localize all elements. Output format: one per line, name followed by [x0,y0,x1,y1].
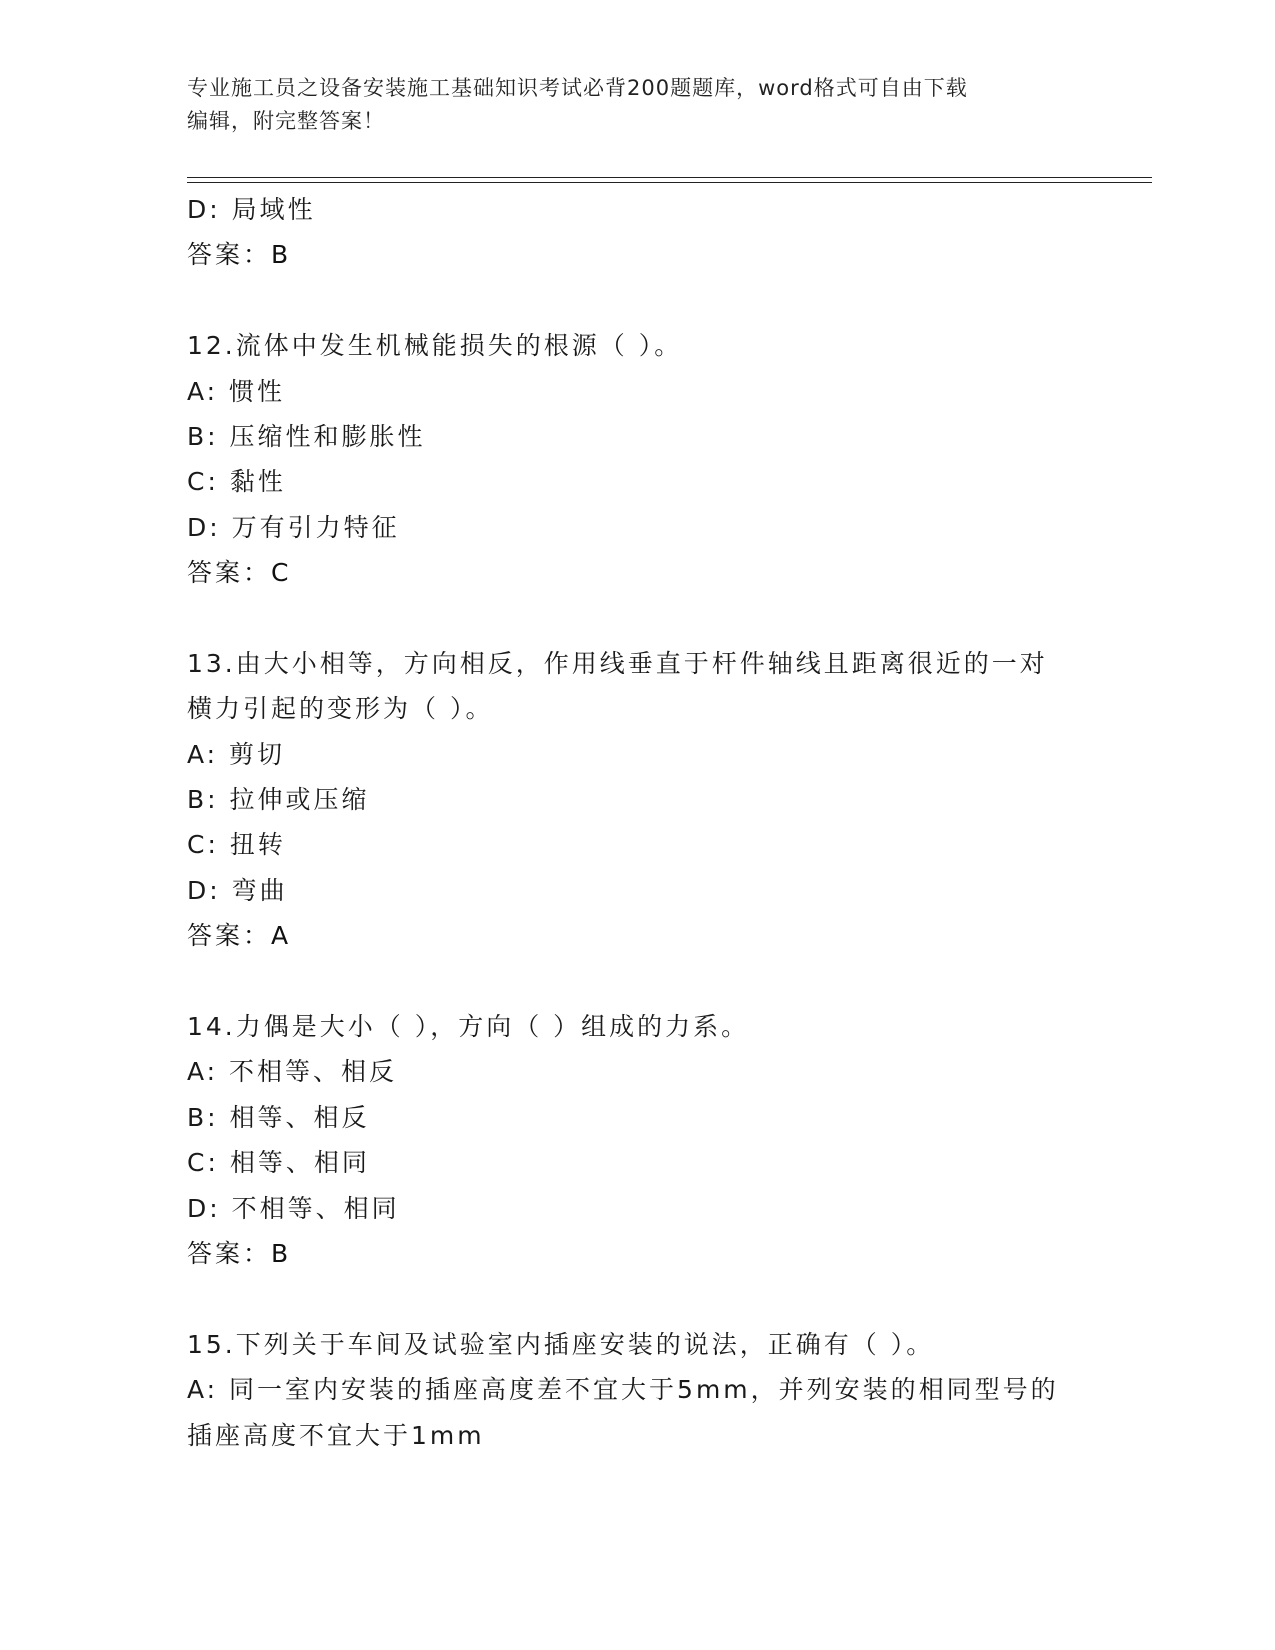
question-13-option-b: B: 拉伸或压缩 [187,785,370,815]
question-14-text: 14.力偶是大小（ ），方向（ ）组成的力系。 [187,1012,750,1042]
question-12-text: 12.流体中发生机械能损失的根源（ ）。 [187,331,683,361]
question-12-option-a: A: 惯性 [187,376,286,406]
question-15-option-a-line-2: 插座高度不宜大于1mm [187,1420,485,1450]
question-12-option-d: D: 万有引力特征 [187,512,400,542]
question-13-text-line-1: 13.由大小相等，方向相反，作用线垂直于杆件轴线且距离很近的一对 [187,648,1048,678]
question-13-option-a: A: 剪切 [187,739,286,769]
question-14-option-d: D: 不相等、相同 [187,1193,400,1223]
question-13-text-line-2: 横力引起的变形为（ ）。 [187,694,494,724]
question-13-option-c: C: 扭转 [187,830,286,860]
question-14-option-c: C: 相等、相同 [187,1148,370,1178]
header-line-2: 编辑，附完整答案！ [187,109,385,133]
document-header [187,72,1067,138]
question-14-option-b: B: 相等、相反 [187,1102,370,1132]
question-15-option-a-line-1: A: 同一室内安装的插座高度差不宜大于5mm，并列安装的相同型号的 [187,1375,1059,1405]
question-13-answer: 答案：A [187,921,292,951]
question-14-option-a: A: 不相等、相反 [187,1057,398,1087]
header-rule-bottom [187,182,1152,183]
header-line-1: 专业施工员之设备安装施工基础知识考试必背200题题库，word格式可自由下载 [187,76,968,100]
answer: 答案：B [187,240,292,270]
question-14-answer: 答案：B [187,1238,292,1268]
question-12-answer: 答案：C [187,558,292,588]
question-13-option-d: D: 弯曲 [187,875,288,905]
question-12-option-c: C: 黏性 [187,467,286,497]
question-12-option-b: B: 压缩性和膨胀性 [187,421,426,451]
question-15-text: 15.下列关于车间及试验室内插座安装的说法，正确有（ ）。 [187,1329,935,1359]
option-d: D: 局域性 [187,195,316,224]
document-body [187,187,1147,1458]
header-rule-top [187,177,1152,178]
